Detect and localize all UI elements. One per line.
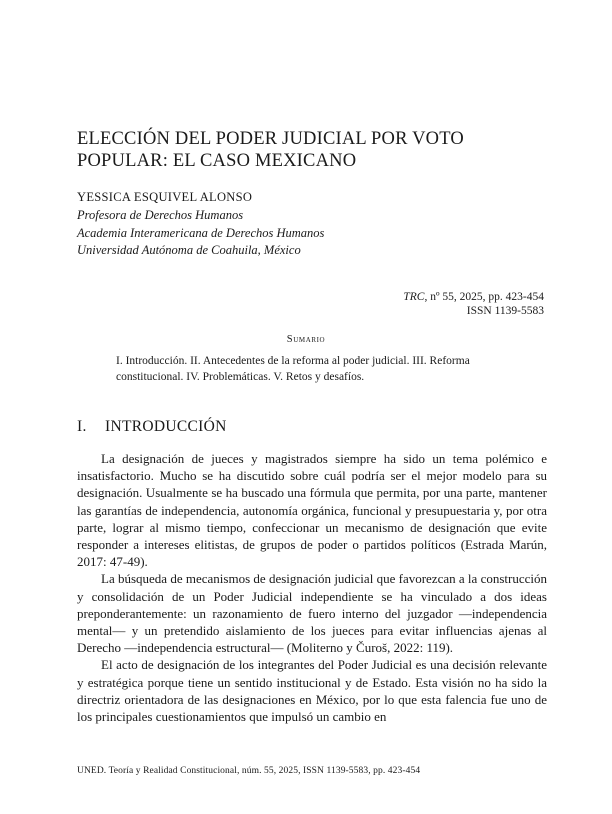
affiliation-university: Universidad Autónoma de Coahuila, México	[77, 243, 301, 257]
body-text	[77, 450, 547, 725]
journal-citation	[403, 291, 544, 303]
title-line-2: POPULAR: EL CASO MEXICANO	[77, 151, 357, 171]
affiliation-academy: Academia Interamericana de Derechos Humanos	[77, 226, 325, 240]
paragraph: La designación de jueces y magistrados siempre ha sido un tema polémico e insatisfactorio. Mucho se ha discutido sobre cuál podría ser el mejor modelo para su designación. Usualmente se ha buscado una fórmula que permita, por una parte, mantener las garantías de independencia, autonomía orgánica, funcional y presupuestaria y, por otra parte, lograr al mismo tiempo, confeccionar un mecanismo de designación que evite responder a intereses elitistas, de grupos de poder o partidos políticos (Estrada Marún, 2017: 47-49).	[77, 451, 547, 570]
affiliation-position: Profesora de Derechos Humanos	[77, 208, 244, 222]
journal-abbreviation: TRC	[403, 291, 425, 303]
citation-details: , nº 55, 2025, pp. 423-454	[424, 291, 544, 303]
section-title: INTRODUCCIÓN	[105, 418, 227, 435]
section-number: I.	[77, 418, 87, 435]
summary-text: I. Introducción. II. Antecedentes de la reforma al poder judicial. III. Reforma constitucional. IV. Problemáticas. V. Retos y desafíos.	[116, 355, 470, 383]
author-name: YESSICA ESQUIVEL ALONSO	[77, 190, 253, 204]
title-line-1: ELECCIÓN DEL PODER JUDICIAL POR VOTO	[77, 129, 464, 149]
page-footer: UNED. Teoría y Realidad Constitucional, núm. 55, 2025, ISSN 1139-5583, pp. 423-454	[77, 766, 421, 776]
journal-issn: ISSN 1139-5583	[466, 305, 544, 317]
article-title	[77, 128, 517, 172]
section-heading	[77, 418, 227, 436]
paragraph: La búsqueda de mecanismos de designación judicial que favorezcan a la construcción y consolidación de un Poder Judicial independiente se ha vinculado a dos ideas preponderantemente: un razonamiento de fuero interno del juzgador —independencia mental— y un pretendido aislamiento de los jueces para evitar influencias ajenas al Derecho —independencia estructural— (Moliterno y Čuroš, 2022: 119).	[77, 571, 547, 656]
summary-heading: Sumario	[286, 334, 326, 345]
paragraph: El acto de designación de los integrantes del Poder Judicial es una decisión relevante y estratégica porque tiene un sentido institucional y de Estado. Esta visión no ha sido la directriz orientadora de las designaciones en México, por lo que esta falencia fue uno de los principales cuestionamientos que impulsó un cambio en	[77, 657, 547, 725]
